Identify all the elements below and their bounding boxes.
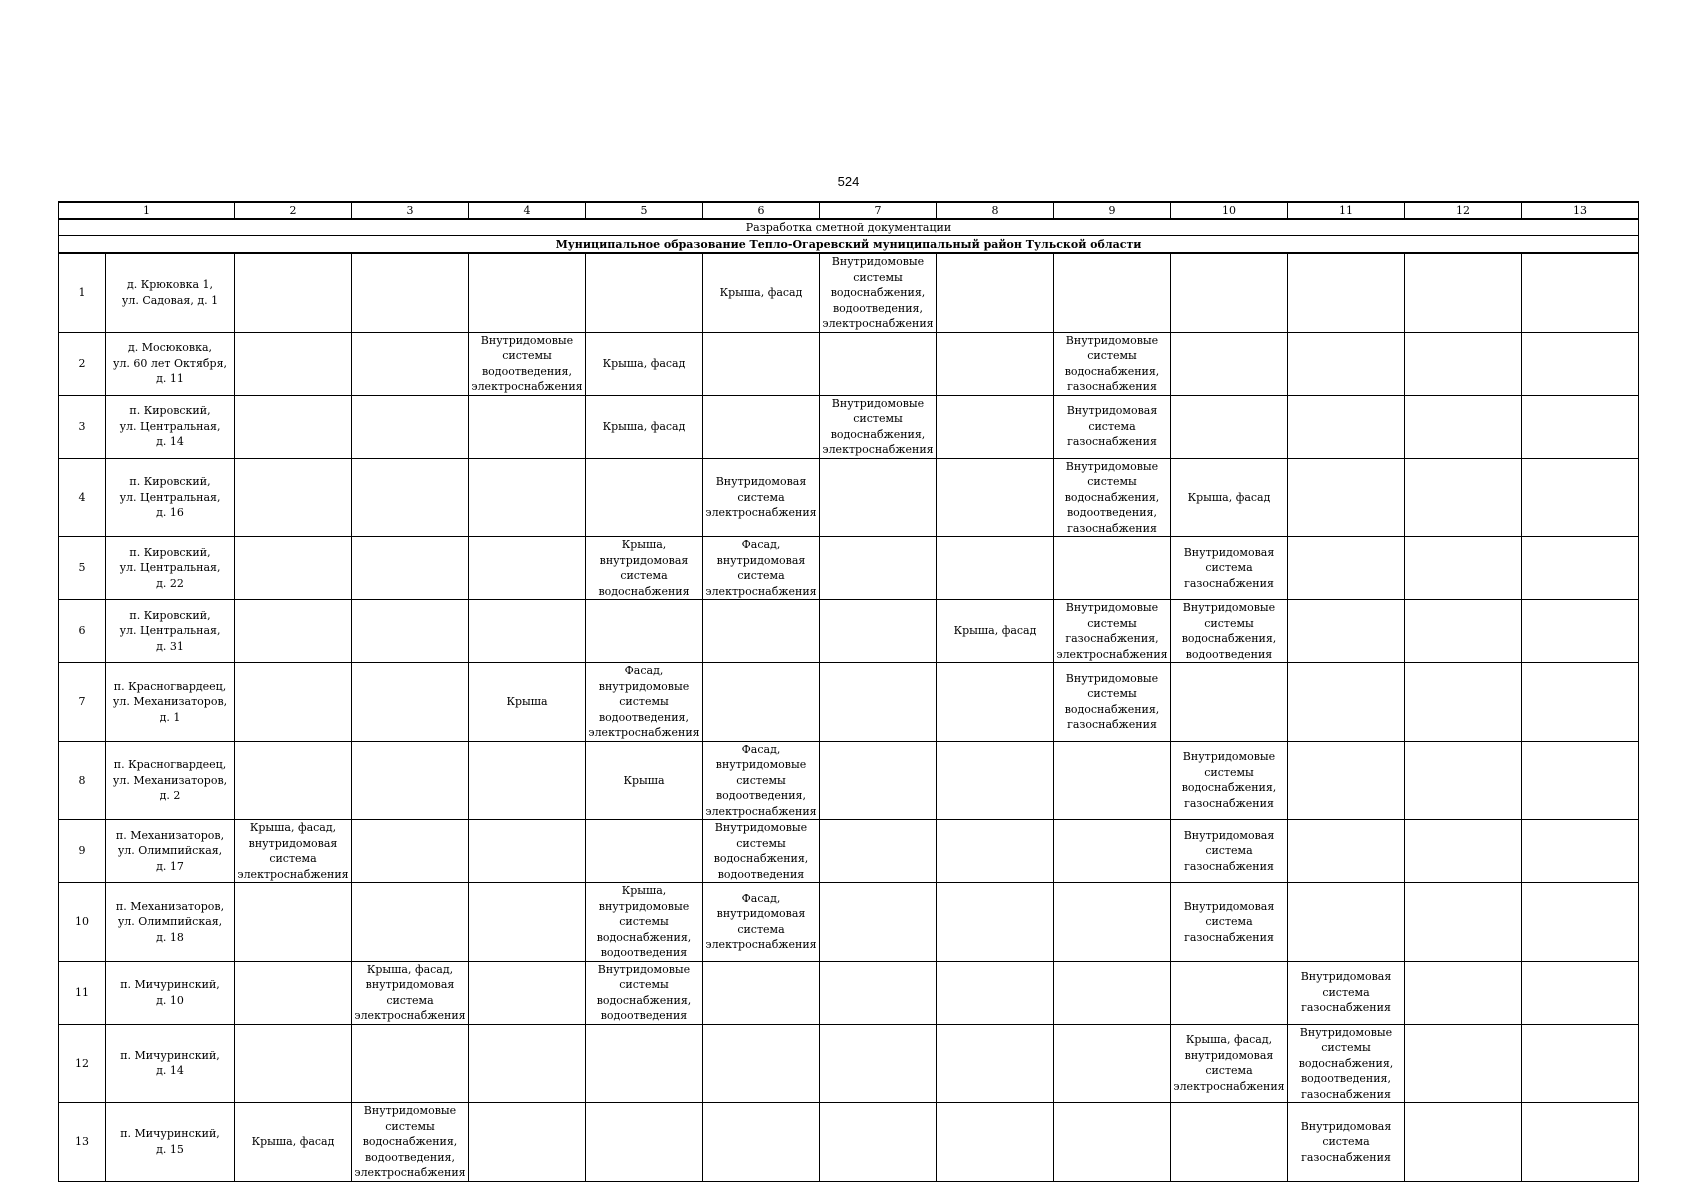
work-cell: Крыша, фасад [937, 600, 1054, 663]
work-cell [1054, 1103, 1171, 1182]
work-cell [1405, 253, 1522, 332]
work-cell: Внутридомовая система газоснабжения [1288, 961, 1405, 1024]
work-cell [469, 820, 586, 883]
column-header: 2 [235, 202, 352, 219]
section-subtitle: Разработка сметной документации [59, 219, 1639, 236]
work-cell [235, 395, 352, 458]
work-cell [1054, 253, 1171, 332]
work-cell [820, 458, 937, 537]
table-row [59, 1103, 1639, 1182]
address-cell: п. Мичуринский, д. 15 [106, 1103, 235, 1182]
work-cell [586, 458, 703, 537]
work-cell [235, 600, 352, 663]
column-header: 5 [586, 202, 703, 219]
column-header: 7 [820, 202, 937, 219]
table-row [59, 663, 1639, 742]
table-row [59, 537, 1639, 600]
address-cell: п. Кировский, ул. Центральная, д. 31 [106, 600, 235, 663]
row-number: 6 [59, 600, 106, 663]
work-cell: Крыша, фасад [235, 1103, 352, 1182]
work-cell [1054, 820, 1171, 883]
work-cell [1405, 961, 1522, 1024]
work-cell [469, 458, 586, 537]
work-cell: Крыша, фасад [586, 395, 703, 458]
work-cell [1405, 1103, 1522, 1182]
work-cell [1522, 458, 1639, 537]
work-cell [937, 537, 1054, 600]
work-cell [937, 458, 1054, 537]
work-cell [1405, 883, 1522, 962]
table-row [59, 883, 1639, 962]
work-cell: Внутридомовые системы водоснабжения, электроснабжения [820, 395, 937, 458]
table-row [59, 395, 1639, 458]
row-number: 8 [59, 741, 106, 820]
work-cell [235, 663, 352, 742]
work-cell [586, 1024, 703, 1103]
work-cell: Внутридомовые системы газоснабжения, электроснабжения [1054, 600, 1171, 663]
work-cell [820, 663, 937, 742]
work-cell [235, 537, 352, 600]
work-cell: Внутридомовая система электроснабжения [703, 458, 820, 537]
municipality-heading: Муниципальное образование Тепло-Огаревский муниципальный район Тульской области [59, 236, 1639, 254]
table-row [59, 253, 1639, 332]
table-row [59, 961, 1639, 1024]
work-cell [820, 741, 937, 820]
work-cell [1054, 537, 1171, 600]
work-cell [1288, 820, 1405, 883]
work-cell: Внутридомовая система газоснабжения [1288, 1103, 1405, 1182]
address-cell: д. Крюковка 1, ул. Садовая, д. 1 [106, 253, 235, 332]
work-cell [1405, 458, 1522, 537]
work-cell [937, 332, 1054, 395]
work-cell [469, 741, 586, 820]
row-number: 12 [59, 1024, 106, 1103]
work-cell [469, 1024, 586, 1103]
address-cell: п. Кировский, ул. Центральная, д. 14 [106, 395, 235, 458]
work-cell: Крыша, фасад, внутридомовая система электроснабжения [352, 961, 469, 1024]
row-number: 5 [59, 537, 106, 600]
work-cell [1054, 883, 1171, 962]
column-header: 12 [1405, 202, 1522, 219]
work-cell [352, 741, 469, 820]
work-cell [703, 1024, 820, 1103]
work-cell [1522, 663, 1639, 742]
work-cell [586, 820, 703, 883]
work-cell [820, 820, 937, 883]
column-header: 10 [1171, 202, 1288, 219]
work-cell [1405, 820, 1522, 883]
column-header: 6 [703, 202, 820, 219]
work-cell [1522, 741, 1639, 820]
work-cell [1288, 600, 1405, 663]
column-header-row [59, 202, 1639, 219]
work-cell [1171, 961, 1288, 1024]
work-cell [1054, 741, 1171, 820]
work-cell [1171, 395, 1288, 458]
work-cell [1171, 1103, 1288, 1182]
column-header: 3 [352, 202, 469, 219]
work-cell [1288, 883, 1405, 962]
work-cell [1522, 600, 1639, 663]
work-cell [1171, 332, 1288, 395]
work-cell [1405, 395, 1522, 458]
work-cell [703, 663, 820, 742]
work-cell [352, 253, 469, 332]
work-cell: Внутридомовые системы водоснабжения, водоотведения, электроснабжения [352, 1103, 469, 1182]
work-cell: Крыша, внутридомовые системы водоснабжения, водоотведения [586, 883, 703, 962]
work-cell [703, 961, 820, 1024]
work-cell [352, 1024, 469, 1103]
column-header: 13 [1522, 202, 1639, 219]
row-number: 7 [59, 663, 106, 742]
table-row [59, 741, 1639, 820]
work-cell [352, 600, 469, 663]
table-row [59, 600, 1639, 663]
work-cell: Внутридомовые системы водоснабжения, водоотведения [586, 961, 703, 1024]
row-number: 3 [59, 395, 106, 458]
work-cell: Крыша, фасад [1171, 458, 1288, 537]
work-cell [352, 458, 469, 537]
column-header: 9 [1054, 202, 1171, 219]
work-cell: Фасад, внутридомовые системы водоотведения, электроснабжения [586, 663, 703, 742]
address-cell: п. Мичуринский, д. 10 [106, 961, 235, 1024]
work-cell [235, 961, 352, 1024]
work-cell: Внутридомовые системы водоснабжения, водоотведения, газоснабжения [1288, 1024, 1405, 1103]
work-cell [1522, 820, 1639, 883]
row-number: 10 [59, 883, 106, 962]
row-number: 2 [59, 332, 106, 395]
work-cell: Крыша [469, 663, 586, 742]
work-cell [469, 883, 586, 962]
work-cell [1171, 663, 1288, 742]
work-cell: Фасад, внутридомовые системы водоотведения, электроснабжения [703, 741, 820, 820]
work-cell [1405, 600, 1522, 663]
work-cell [1522, 537, 1639, 600]
work-cell [820, 537, 937, 600]
work-cell [1522, 961, 1639, 1024]
work-cell: Крыша [586, 741, 703, 820]
work-cell [937, 253, 1054, 332]
work-cell [703, 395, 820, 458]
work-cell [820, 600, 937, 663]
work-cell [703, 1103, 820, 1182]
work-cell [1171, 253, 1288, 332]
work-cell [1054, 1024, 1171, 1103]
work-cell: Фасад, внутридомовая система электроснабжения [703, 883, 820, 962]
address-cell: п. Красногвардеец, ул. Механизаторов, д. 2 [106, 741, 235, 820]
column-header: 1 [59, 202, 235, 219]
work-cell [820, 883, 937, 962]
work-cell [703, 600, 820, 663]
work-cell: Внутридомовые системы водоснабжения, газоснабжения [1171, 741, 1288, 820]
work-cell [586, 253, 703, 332]
address-cell: п. Кировский, ул. Центральная, д. 16 [106, 458, 235, 537]
work-cell [1288, 332, 1405, 395]
work-cell [1288, 663, 1405, 742]
work-cell [352, 663, 469, 742]
work-cell [235, 1024, 352, 1103]
page-number: 524 [837, 174, 860, 189]
table-row [59, 458, 1639, 537]
work-cell [1405, 332, 1522, 395]
address-cell: п. Механизаторов, ул. Олимпийская, д. 17 [106, 820, 235, 883]
work-cell [1288, 395, 1405, 458]
work-cell: Внутридомовые системы водоснабжения, газоснабжения [1054, 332, 1171, 395]
work-cell [1405, 537, 1522, 600]
work-cell [352, 537, 469, 600]
work-cell [469, 1103, 586, 1182]
work-cell: Внутридомовая система газоснабжения [1171, 820, 1288, 883]
work-cell [352, 820, 469, 883]
row-number: 1 [59, 253, 106, 332]
work-cell [937, 663, 1054, 742]
work-cell [820, 1024, 937, 1103]
work-cell [1522, 253, 1639, 332]
work-cell [235, 741, 352, 820]
work-cell: Внутридомовые системы водоснабжения, водоотведения [703, 820, 820, 883]
work-cell [235, 332, 352, 395]
work-cell [469, 537, 586, 600]
work-cell [1054, 961, 1171, 1024]
work-cell [469, 395, 586, 458]
work-cell: Внутридомовая система газоснабжения [1171, 537, 1288, 600]
work-cell [1405, 663, 1522, 742]
row-number: 9 [59, 820, 106, 883]
work-cell [1288, 537, 1405, 600]
work-cell [1288, 253, 1405, 332]
work-cell [937, 1024, 1054, 1103]
work-cell: Крыша, фасад [703, 253, 820, 332]
work-cell: Внутридомовые системы водоснабжения, водоотведения, газоснабжения [1054, 458, 1171, 537]
work-cell [352, 883, 469, 962]
work-cell [235, 253, 352, 332]
work-cell [1522, 1103, 1639, 1182]
address-cell: п. Механизаторов, ул. Олимпийская, д. 18 [106, 883, 235, 962]
work-cell [1405, 741, 1522, 820]
work-cell: Крыша, фасад, внутридомовая система электроснабжения [1171, 1024, 1288, 1103]
work-cell: Фасад, внутридомовая система электроснабжения [703, 537, 820, 600]
work-cell [235, 883, 352, 962]
work-cell [703, 332, 820, 395]
work-cell: Внутридомовые системы водоснабжения, газоснабжения [1054, 663, 1171, 742]
work-cell [820, 961, 937, 1024]
work-cell [1522, 332, 1639, 395]
work-cell [1288, 458, 1405, 537]
work-cell [937, 961, 1054, 1024]
work-cell [820, 332, 937, 395]
row-number: 11 [59, 961, 106, 1024]
work-cell: Внутридомовая система газоснабжения [1054, 395, 1171, 458]
address-cell: п. Красногвардеец, ул. Механизаторов, д. 1 [106, 663, 235, 742]
address-cell: п. Кировский, ул. Центральная, д. 22 [106, 537, 235, 600]
work-cell [1288, 741, 1405, 820]
section-subtitle-row [59, 219, 1639, 236]
address-cell: д. Мосюковка, ул. 60 лет Октября, д. 11 [106, 332, 235, 395]
work-cell: Крыша, фасад, внутридомовая система электроснабжения [235, 820, 352, 883]
work-cell [469, 961, 586, 1024]
table-row [59, 332, 1639, 395]
work-cell [352, 332, 469, 395]
work-cell [1522, 395, 1639, 458]
table-row [59, 1024, 1639, 1103]
municipality-row [59, 236, 1639, 254]
row-number: 13 [59, 1103, 106, 1182]
column-header: 4 [469, 202, 586, 219]
work-cell [352, 395, 469, 458]
work-cell [937, 395, 1054, 458]
works-table [58, 201, 1639, 1182]
work-cell [586, 1103, 703, 1182]
work-cell [235, 458, 352, 537]
column-header: 11 [1288, 202, 1405, 219]
work-cell: Внутридомовые системы водоснабжения, водоотведения [1171, 600, 1288, 663]
row-number: 4 [59, 458, 106, 537]
work-cell: Крыша, внутридомовая система водоснабжения [586, 537, 703, 600]
work-cell: Крыша, фасад [586, 332, 703, 395]
work-cell [1522, 1024, 1639, 1103]
address-cell: п. Мичуринский, д. 14 [106, 1024, 235, 1103]
work-cell [586, 600, 703, 663]
work-cell: Внутридомовые системы водоснабжения, водоотведения, электроснабжения [820, 253, 937, 332]
work-cell [1405, 1024, 1522, 1103]
work-cell: Внутридомовая система газоснабжения [1171, 883, 1288, 962]
column-header: 8 [937, 202, 1054, 219]
work-cell [937, 820, 1054, 883]
work-cell [937, 741, 1054, 820]
work-cell [937, 883, 1054, 962]
work-cell [937, 1103, 1054, 1182]
work-cell [469, 600, 586, 663]
work-cell: Внутридомовые системы водоотведения, электроснабжения [469, 332, 586, 395]
work-cell [1522, 883, 1639, 962]
work-cell [469, 253, 586, 332]
work-cell [820, 1103, 937, 1182]
table-row [59, 820, 1639, 883]
